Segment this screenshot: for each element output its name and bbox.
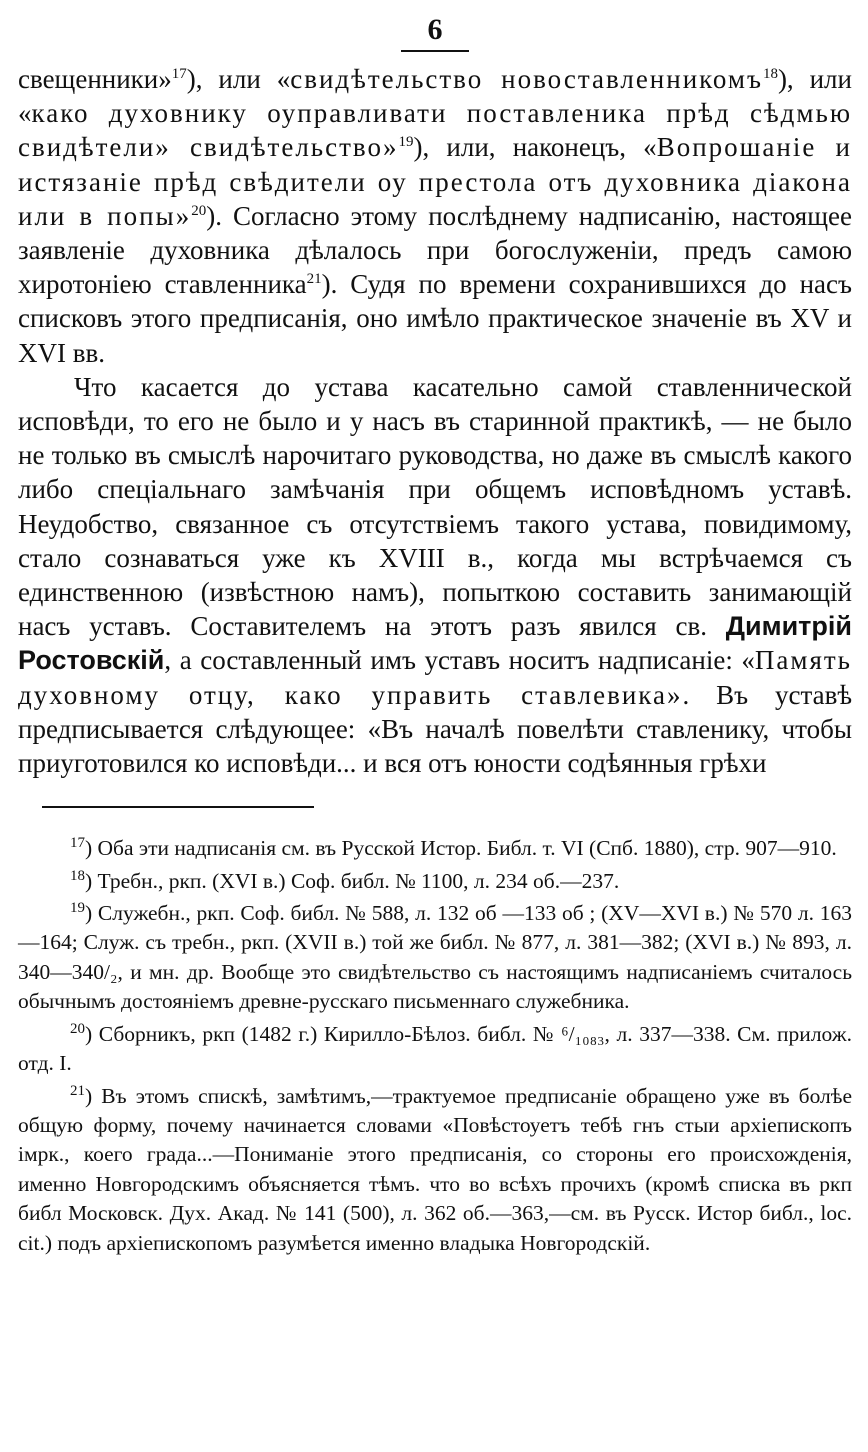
footnote-text: ) Служебн., ркп. Соф. библ. № 588, л. 132 об —133 об ; (XV—XVI в.) № 570 л. 163—164; Служ. съ требн., ркп. (XVII в.) той же библ. № 877, л. 381—382; (XVI в.) № 893, л. 340—340/₂, и мн. др. Вообще это свидѣтельство съ настоящимъ надписаніемъ считалось обычнымъ достояніемъ древне-русскаго письменнаго служебника. <box>18 901 852 1014</box>
footnote-ref-18[interactable]: 18 <box>762 66 778 82</box>
quoted-title: Память духовному отцу, како управить ставлевика» <box>18 645 852 710</box>
quoted-title: Вопрошаніе и истязаніе прѣд свѣдители оу престола отъ духовника діакона или в попы» <box>18 132 852 231</box>
main-text <box>18 62 852 780</box>
text-run: свещенники» <box>18 64 172 94</box>
text-run: , а составленный имъ уставъ носитъ надписаніе: « <box>164 645 755 676</box>
paragraph-2 <box>18 370 852 780</box>
footnote-number: 20 <box>70 1020 85 1037</box>
footnotes <box>18 834 852 1258</box>
text-run: ), или « <box>186 64 291 94</box>
footnote-17 <box>18 834 852 863</box>
text-run: ), или « <box>18 64 852 129</box>
footnote-text: ) Сборникъ, ркп (1482 г.) Кирилло-Бѣлоз. библ. № ⁶/₁₀₈₃, л. 337—338. См. прилож. отд. I. <box>18 1021 852 1076</box>
footnote-ref-17[interactable]: 17 <box>171 66 187 82</box>
header-rule <box>401 50 469 52</box>
footnote-20 <box>18 1020 852 1079</box>
text-run: Что касается до устава касательно самой ставленнической исповѣди, то его не было и у насъ въ старинной практикѣ, — не было не только въ смыслѣ нарочитаго руководства, но даже въ смыслѣ какого либо спеціальнаго замѣчанія при общемъ исповѣдномъ уставѣ. Неудобство, связанное съ отсутствіемъ такого устава, повидимому, стало сознаваться уже къ XVIII в., когда мы встрѣчаемся съ единственною (извѣстною намъ), попыткою составить занимающій насъ уставъ. Составителемъ на этотъ разъ явился св. <box>18 371 852 642</box>
footnote-separator <box>42 806 314 808</box>
footnote-text: ) Требн., ркп. (XVI в.) Соф. библ. № 1100, л. 234 об.—237. <box>85 868 620 893</box>
paragraph-1 <box>18 62 852 370</box>
footnote-ref-19[interactable]: 19 <box>398 134 414 151</box>
footnote-ref-21[interactable]: 21 <box>306 271 322 288</box>
footnote-number: 18 <box>70 867 85 884</box>
footnote-ref-20[interactable]: 20 <box>191 202 207 219</box>
footnote-19 <box>18 899 852 1017</box>
text-run: . Въ уставѣ предписывается слѣдующее: «Въ началѣ повелѣти ставленику, чтобы приуготовился ко исповѣди... и вся отъ юности содѣянныя грѣхи <box>18 679 852 779</box>
text-run: ). Судя по времени сохранившихся до насъ списковъ этого предписанія, оно имѣло практическое значеніе въ XV и XVI вв. <box>18 269 852 368</box>
text-run: ). Согласно этому послѣднему надписанію, настоящее заявленіе духовника дѣлалось при богослуженіи, предъ самою хиротоніею ставленника <box>18 200 852 300</box>
footnote-21 <box>18 1082 852 1258</box>
footnote-number: 19 <box>70 899 85 916</box>
bold-name: Димитрій Ростовскій <box>18 611 852 676</box>
quoted-title: свидѣтельство новоставленникомъ <box>290 64 763 94</box>
text-run: ), или, наконецъ, « <box>413 132 657 163</box>
footnote-number: 21 <box>70 1082 85 1099</box>
footnote-text: ) Оба эти надписанія см. въ Русской Истор. Библ. т. VI (Спб. 1880), стр. 907—910. <box>85 836 837 861</box>
page-number: 6 <box>427 13 443 46</box>
quoted-title: како духовнику оуправливати поставленика прѣд сѣдмью свидѣтели» свидѣтельство» <box>18 98 852 163</box>
footnote-text: ) Въ этомъ спискѣ, замѣтимъ,—трактуемое предписаніе обращено уже въ болѣе общую форму, почему начинается словами «Повѣстоуетъ тебѣ гнъ стыи архіепископъ імрк., коего града...—Пониманіе этого предписанія, со стороны его происхожденія, именно Новгородскимъ объясняется тѣмъ. что во всѣхъ прочихъ (кромѣ списка въ ркп библ Московск. Дух. Акад. № 141 (500), л. 362 об.—363,—см. въ Русск. Истор библ., loc. cit.) подъ архіепископомъ разумѣется именно владыка Новгородскій. <box>18 1083 852 1255</box>
footnote-18 <box>18 867 852 896</box>
footnote-number: 17 <box>70 835 85 852</box>
